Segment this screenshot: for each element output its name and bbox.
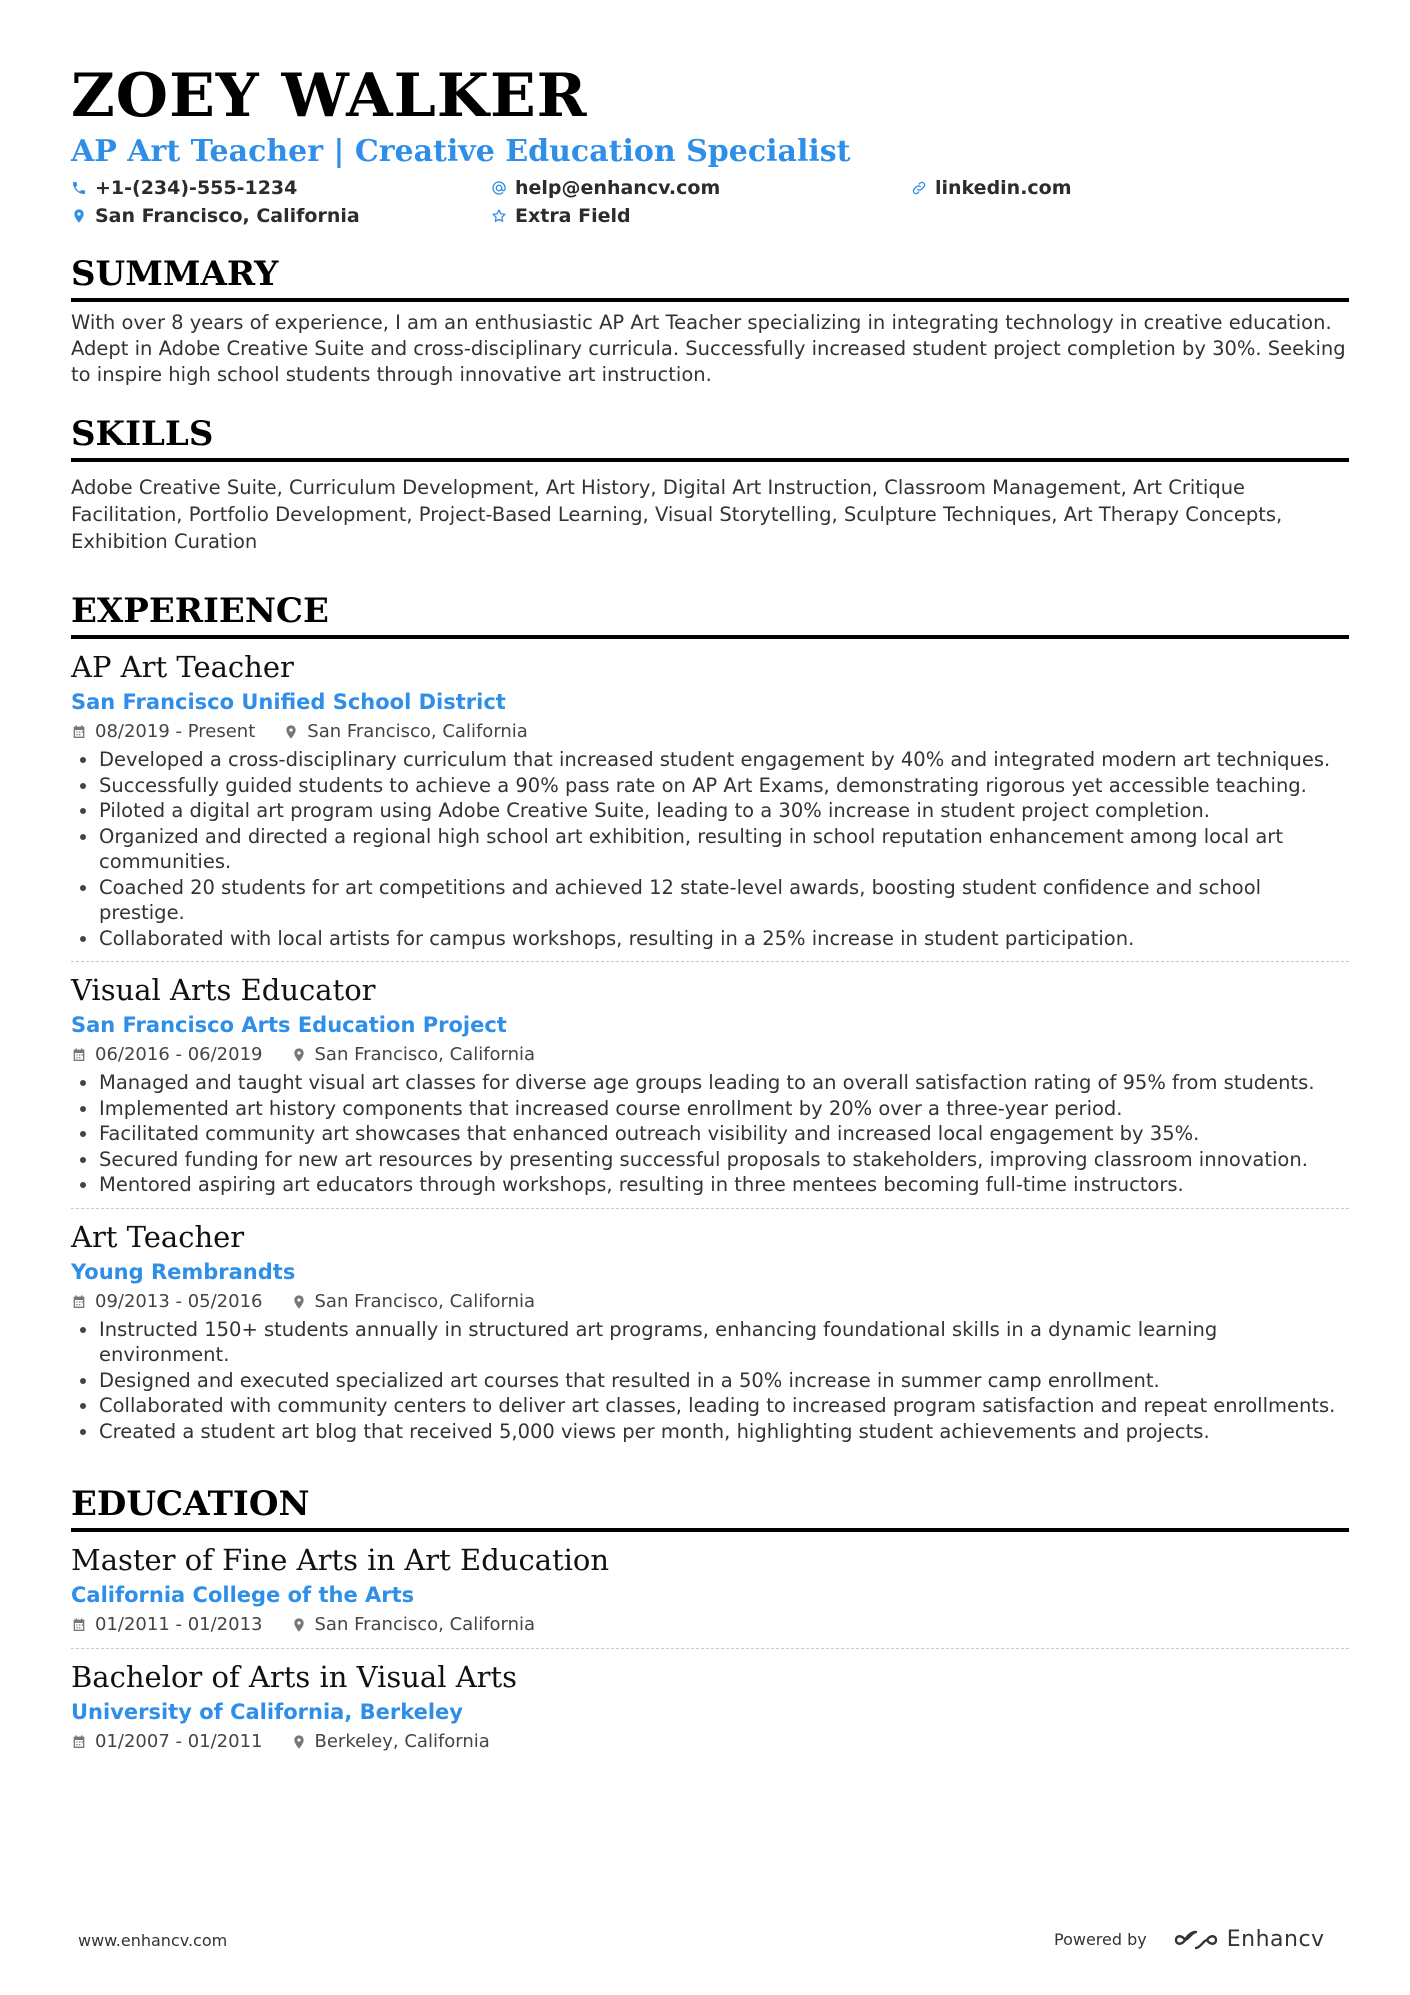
link-icon — [911, 180, 927, 196]
location-pin-icon — [291, 1734, 307, 1750]
skills-title: SKILLS — [71, 414, 1349, 462]
skills-text: Adobe Creative Suite, Curriculum Development, Art History, Digital Art Instruction, Classroom Management, Art Critique Facilitation, Portfolio Development, Project-Based Learning, Visual Storytelling, Sculpture Techniques, Art Therapy Concepts, Exhibition Curation — [71, 476, 1283, 553]
job-title: Visual Arts Educator — [71, 973, 376, 1007]
education-dates-text: 01/2011 - 01/2013 — [95, 1614, 263, 1635]
star-icon — [491, 208, 507, 224]
phone-icon — [71, 180, 87, 196]
bullet-item: • Coached 20 students for art competitions and achieved 12 state-level awards, boosting student confidence and school prestige. — [99, 875, 1349, 926]
calendar-icon — [71, 1617, 87, 1633]
skills-section — [71, 414, 1349, 555]
education-location-text: Berkeley, California — [314, 1731, 490, 1752]
education-location — [291, 1729, 490, 1755]
contact-info — [71, 176, 1349, 228]
job-location — [291, 1042, 536, 1068]
bullet-item: • Organized and directed a regional high school art exhibition, resulting in school reputation enhancement among local art communities. — [99, 824, 1349, 875]
job-meta — [71, 1042, 1349, 1068]
bullet-item: • Successfully guided students to achieve a 90% pass rate on AP Art Exams, demonstrating rigorous yet accessible teaching. — [99, 773, 1349, 799]
job-dates — [71, 1042, 263, 1068]
job-meta — [71, 719, 1349, 745]
job-location-text: San Francisco, California — [314, 1290, 536, 1312]
footer-website[interactable]: www.enhancv.com — [78, 1931, 228, 1950]
job-dates-text: 06/2016 - 06/2019 — [95, 1044, 263, 1065]
phone-text: +1-(234)-555-1234 — [95, 177, 298, 199]
candidate-name: ZOEY WALKER — [71, 61, 588, 131]
job-bullets — [71, 1070, 1349, 1198]
summary-section — [71, 254, 1349, 388]
job-bullets — [71, 747, 1349, 951]
calendar-icon — [71, 1294, 87, 1310]
location-pin-icon — [291, 1294, 307, 1310]
brand-logo[interactable] — [1173, 1927, 1325, 1952]
school-name: University of California, Berkeley — [71, 1700, 463, 1724]
calendar-icon — [71, 724, 87, 740]
location-pin-icon — [291, 1047, 307, 1063]
education-entry — [71, 1659, 1349, 1765]
contact-email[interactable] — [491, 176, 911, 200]
education-entry — [71, 1542, 1349, 1649]
education-location — [291, 1612, 536, 1638]
location-pin-icon — [71, 208, 87, 224]
job-location — [291, 1289, 536, 1315]
contact-phone[interactable] — [71, 176, 491, 200]
job-location-text: San Francisco, California — [314, 1044, 536, 1065]
link-text: linkedin.com — [935, 177, 1072, 199]
education-meta — [71, 1612, 1349, 1638]
at-icon — [491, 180, 507, 196]
degree-title: Master of Fine Arts in Art Education — [71, 1543, 610, 1577]
summary-title: SUMMARY — [71, 254, 1349, 302]
experience-entry — [71, 1219, 1349, 1455]
candidate-headline: AP Art Teacher | Creative Education Specialist — [71, 134, 851, 169]
bullet-item: • Piloted a digital art program using Adobe Creative Suite, leading to a 30% increase in student project completion. — [99, 798, 1349, 824]
bullet-item: • Designed and executed specialized art courses that resulted in a 50% increase in summer camp enrollment. — [99, 1368, 1349, 1394]
contact-link[interactable] — [911, 176, 1349, 200]
summary-text: With over 8 years of experience, I am an enthusiastic AP Art Teacher specializing in integrating technology in creative education. Adept in Adobe Creative Suite and cross-disciplinary curricula. Successfully increased student project completion by 30%. Seeking to inspire high school students through innovative art instruction. — [71, 311, 1346, 386]
location-pin-icon — [291, 1617, 307, 1633]
education-dates-text: 01/2007 - 01/2011 — [95, 1731, 263, 1752]
employer: Young Rembrandts — [71, 1259, 296, 1284]
education-meta — [71, 1729, 1349, 1755]
email-text: help@enhancv.com — [515, 177, 721, 199]
bullet-item: • Managed and taught visual art classes for diverse age groups leading to an overall satisfaction rating of 95% from students. — [99, 1070, 1349, 1096]
employer: San Francisco Unified School District — [71, 690, 506, 714]
job-dates-text: 08/2019 - Present — [95, 721, 256, 742]
job-dates — [71, 1289, 263, 1315]
extra-text: Extra Field — [515, 205, 631, 227]
job-meta — [71, 1289, 1349, 1315]
job-bullets — [71, 1317, 1349, 1445]
contact-extra — [491, 204, 911, 228]
experience-entry — [71, 972, 1349, 1209]
contact-location — [71, 204, 491, 228]
bullet-item: • Secured funding for new art resources by presenting successful proposals to stakeholders, improving classroom innovation. — [99, 1147, 1349, 1173]
experience-title: EXPERIENCE — [71, 591, 1349, 639]
header — [71, 60, 1349, 228]
enhancv-logo-icon — [1173, 1929, 1219, 1951]
calendar-icon — [71, 1734, 87, 1750]
degree-title: Bachelor of Arts in Visual Arts — [71, 1660, 518, 1694]
bullet-item: • Mentored aspiring art educators through workshops, resulting in three mentees becoming full-time instructors. — [99, 1172, 1349, 1198]
job-title: Art Teacher — [71, 1219, 245, 1254]
footer-powered — [1054, 1927, 1325, 1952]
bullet-item: • Created a student art blog that received 5,000 views per month, highlighting student achievements and projects. — [99, 1419, 1349, 1445]
powered-by-label: Powered by — [1054, 1930, 1147, 1949]
bullet-item: • Instructed 150+ students annually in structured art programs, enhancing foundational skills in a dynamic learning environment. — [99, 1317, 1349, 1368]
education-dates — [71, 1612, 263, 1638]
experience-section — [71, 591, 1349, 1454]
bullet-item: • Collaborated with community centers to deliver art classes, leading to increased program satisfaction and repeat enrollments. — [99, 1393, 1349, 1419]
brand-name: Enhancv — [1226, 1927, 1325, 1952]
job-dates-text: 09/2013 - 05/2016 — [95, 1290, 263, 1312]
education-dates — [71, 1729, 263, 1755]
job-location — [283, 719, 528, 745]
education-location-text: San Francisco, California — [314, 1614, 536, 1635]
job-location-text: San Francisco, California — [307, 721, 528, 742]
calendar-icon — [71, 1047, 87, 1063]
job-dates — [71, 719, 255, 745]
education-title: EDUCATION — [71, 1484, 1349, 1532]
location-pin-icon — [283, 724, 299, 740]
bullet-item: • Implemented art history components that increased course enrollment by 20% over a three-year period. — [99, 1096, 1349, 1122]
bullet-item: • Collaborated with local artists for campus workshops, resulting in a 25% increase in student participation. — [99, 926, 1349, 952]
location-text: San Francisco, California — [95, 205, 360, 227]
experience-entry — [71, 649, 1349, 962]
bullet-item: • Developed a cross-disciplinary curriculum that increased student engagement by 40% and integrated modern art techniques. — [99, 747, 1349, 773]
resume-content — [71, 60, 1349, 1765]
school-name: California College of the Arts — [71, 1583, 415, 1607]
employer: San Francisco Arts Education Project — [71, 1013, 507, 1037]
bullet-item: • Facilitated community art showcases that enhanced outreach visibility and increased local engagement by 35%. — [99, 1121, 1349, 1147]
education-section — [71, 1484, 1349, 1765]
job-title: AP Art Teacher — [71, 650, 294, 684]
